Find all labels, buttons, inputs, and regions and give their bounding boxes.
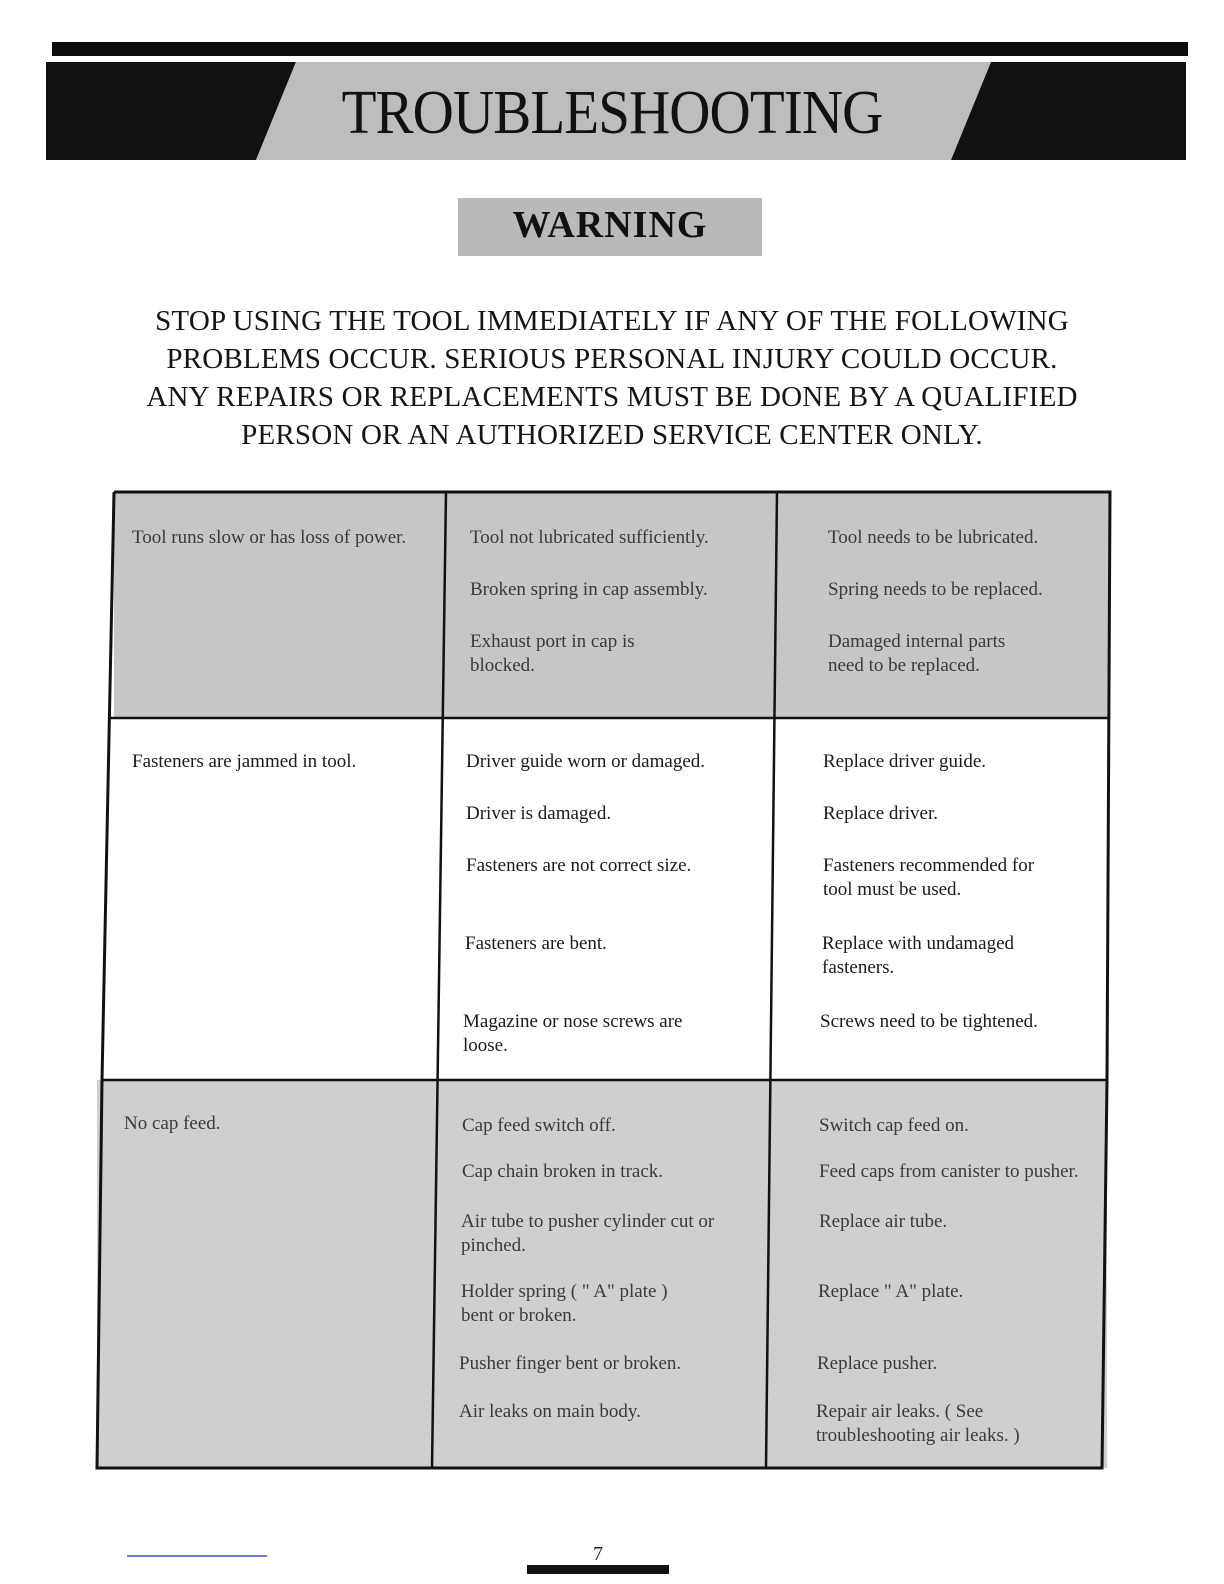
row1-cause-3: Exhaust port in cap is blocked. bbox=[470, 631, 635, 676]
row3-solution-2: Feed caps from canister to pusher. bbox=[819, 1161, 1079, 1182]
row2-cause-5: Magazine or nose screws are loose. bbox=[463, 1011, 683, 1056]
row2-cause-3: Fasteners are not correct size. bbox=[466, 855, 692, 876]
row1-solution-3: Damaged internal parts need to be replaced. bbox=[828, 631, 1006, 676]
warning-label: WARNING bbox=[512, 204, 708, 246]
row1-cause-1: Tool not lubricated sufficiently. bbox=[470, 527, 709, 548]
row3-cause-3: Air tube to pusher cylinder cut or pinched. bbox=[461, 1211, 715, 1256]
row3-solution-6: Repair air leaks. ( See troubleshooting air leaks. ) bbox=[816, 1401, 1020, 1446]
row2-cause-2: Driver is damaged. bbox=[466, 803, 612, 824]
row1-solution-1: Tool needs to be lubricated. bbox=[828, 527, 1039, 548]
row3-solution-4: Replace " A" plate. bbox=[818, 1281, 964, 1302]
row2-solution-3: Fasteners recommended for tool must be used. bbox=[823, 855, 1035, 900]
row3-cause-5: Pusher finger bent or broken. bbox=[459, 1353, 682, 1374]
page-number: 7 bbox=[593, 1543, 603, 1565]
row1-problem: Tool runs slow or has loss of power. bbox=[132, 527, 407, 548]
footer-underline bbox=[127, 1555, 267, 1557]
row2-solution-4: Replace with undamaged fasteners. bbox=[822, 933, 1015, 978]
row2-solution-1: Replace driver guide. bbox=[823, 751, 987, 772]
row3-problem: No cap feed. bbox=[124, 1113, 221, 1134]
row2-solution-5: Screws need to be tightened. bbox=[820, 1011, 1038, 1032]
row2-problem: Fasteners are jammed in tool. bbox=[132, 751, 357, 772]
row3-cause-6: Air leaks on main body. bbox=[459, 1401, 641, 1422]
row2-solution-2: Replace driver. bbox=[823, 803, 939, 824]
row3-solution-1: Switch cap feed on. bbox=[819, 1115, 969, 1136]
row3-solution-3: Replace air tube. bbox=[819, 1211, 948, 1232]
warning-notice: STOP USING THE TOOL IMMEDIATELY IF ANY OF THE FOLLOWING PROBLEMS OCCUR. SERIOUS PERSONAL INJURY COULD OCCUR. ANY REPAIRS OR REPLACEMENTS MUST BE DONE BY A QUALIFIED PERSON OR AN AUTHORIZED SERVICE CENTER ONLY. bbox=[146, 305, 1078, 451]
row2-cause-4: Fasteners are bent. bbox=[465, 933, 607, 954]
row3-cause-2: Cap chain broken in track. bbox=[462, 1161, 664, 1182]
page-title: TROUBLESHOOTING bbox=[341, 79, 883, 147]
row1-solution-2: Spring needs to be replaced. bbox=[828, 579, 1043, 600]
row2-cause-1: Driver guide worn or damaged. bbox=[466, 751, 706, 772]
row3-cause-4: Holder spring ( " A" plate ) bent or broken. bbox=[461, 1281, 668, 1326]
row3-cause-1: Cap feed switch off. bbox=[462, 1115, 616, 1136]
footer-rule bbox=[527, 1565, 669, 1574]
row3-solution-5: Replace pusher. bbox=[817, 1353, 938, 1374]
row1-cause-2: Broken spring in cap assembly. bbox=[470, 579, 708, 600]
